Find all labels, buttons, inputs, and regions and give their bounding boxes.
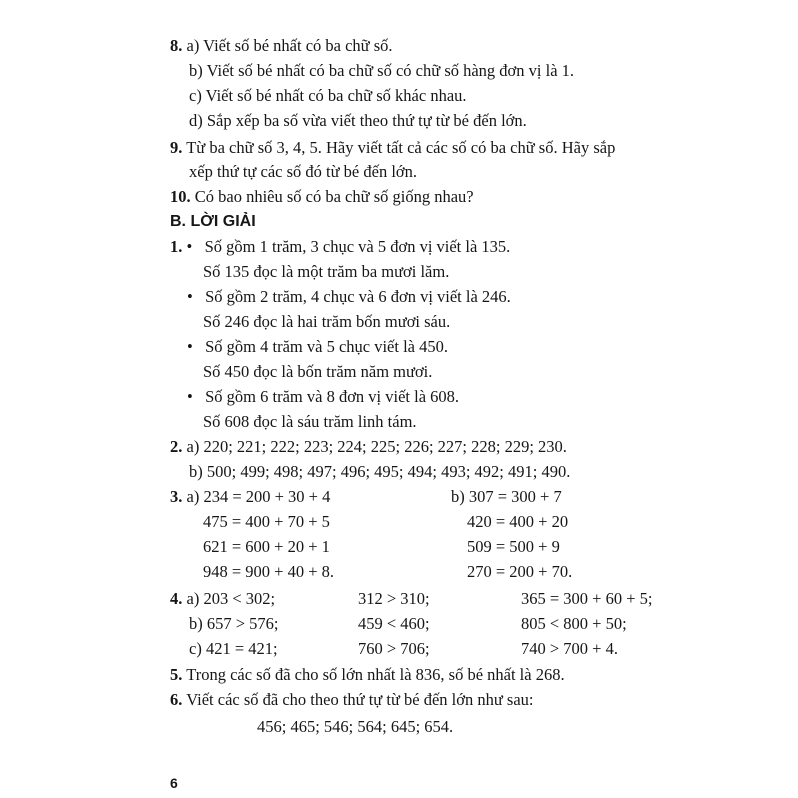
q9-line2: xếp thứ tự các số đó từ bé đến lớn. [189,162,418,181]
s6 [170,690,534,710]
q9-line1-text: Từ ba chữ số 3, 4, 5. Hãy viết tất cả các số có ba chữ số. Hãy sắp [186,138,616,157]
q10-text: Có bao nhiêu số có ba chữ số giống nhau? [194,187,474,206]
q9-number: 9. [170,138,183,157]
s4-r1-c1 [170,589,275,609]
bullet-icon: • [186,237,193,256]
s1-item-4-b: Số 608 đọc là sáu trăm linh tám. [203,412,417,431]
s3-number: 3. [170,487,183,506]
s3-right-3: 509 = 500 + 9 [467,537,560,556]
s1-item-1-a [170,237,510,257]
s2-a [170,437,567,457]
q8-c: c) Viết số bé nhất có ba chữ số khác nhau. [189,86,467,105]
s1-item-2-a-text: Số gồm 2 trăm, 4 chục và 6 đơn vị viết là 246. [205,287,511,306]
s2-b: b) 500; 499; 498; 497; 496; 495; 494; 493; 492; 491; 490. [189,462,571,481]
q8-a [170,36,393,56]
s5-number: 5. [170,665,183,684]
s4-r3-c1: c) 421 = 421; [189,639,278,658]
q8-b: b) Viết số bé nhất có ba chữ số có chữ số hàng đơn vị là 1. [189,61,575,80]
s4-r2-c1: b) 657 > 576; [189,614,279,633]
s6-number: 6. [170,690,183,709]
s3-left-1-text: a) 234 = 200 + 30 + 4 [186,487,331,506]
s5-text: Trong các số đã cho số lớn nhất là 836, số bé nhất là 268. [186,665,565,684]
s1-item-3-b: Số 450 đọc là bốn trăm năm mươi. [203,362,433,381]
s3-right-2: 420 = 400 + 20 [467,512,569,531]
q10 [170,187,474,207]
s3-left-4: 948 = 900 + 40 + 8. [203,562,335,581]
bullet-icon: • [187,287,193,306]
s3-left-3: 621 = 600 + 20 + 1 [203,537,330,556]
page-number: 6 [170,775,178,791]
q9-line1 [170,138,615,158]
s1-item-4-a-text: Số gồm 6 trăm và 8 đơn vị viết là 608. [205,387,460,406]
s1-item-2-a [187,287,511,307]
s1-item-1-a-text: Số gồm 1 trăm, 3 chục và 5 đơn vị viết là 135. [204,237,511,256]
s4-r1-c1-text: a) 203 < 302; [186,589,276,608]
s4-r3-c2: 760 > 706; [358,639,430,658]
bullet-icon: • [187,387,193,406]
q8-d: d) Sắp xếp ba số vừa viết theo thứ tự từ bé đến lớn. [189,111,527,130]
s3-left-1 [170,487,330,507]
s6-answer: 456; 465; 546; 564; 645; 654. [257,717,454,736]
s3-right-4: 270 = 200 + 70. [467,562,573,581]
s2-a-text: a) 220; 221; 222; 223; 224; 225; 226; 227; 228; 229; 230. [186,437,567,456]
s2-number: 2. [170,437,183,456]
section-b-heading: B. LỜI GIẢI [170,213,256,230]
s6-text: Viết các số đã cho theo thứ tự từ bé đến lớn như sau: [186,690,534,709]
s1-item-3-a-text: Số gồm 4 trăm và 5 chục viết là 450. [205,337,448,356]
s4-r3-c3: 740 > 700 + 4. [521,639,618,658]
s3-left-2: 475 = 400 + 70 + 5 [203,512,330,531]
s4-r1-c3: 365 = 300 + 60 + 5; [521,589,653,608]
s1-item-1-b: Số 135 đọc là một trăm ba mươi lăm. [203,262,450,281]
s4-r2-c3: 805 < 800 + 50; [521,614,627,633]
s5 [170,665,565,685]
q8-a-text: a) Viết số bé nhất có ba chữ số. [186,36,393,55]
s4-r2-c2: 459 < 460; [358,614,430,633]
s1-item-4-a [187,387,459,407]
s1-item-2-b: Số 246 đọc là hai trăm bốn mươi sáu. [203,312,451,331]
s1-number: 1. [170,237,183,256]
bullet-icon: • [187,337,193,356]
q10-number: 10. [170,187,191,206]
s4-number: 4. [170,589,183,608]
s4-r1-c2: 312 > 310; [358,589,430,608]
q8-number: 8. [170,36,183,55]
s3-right-1: b) 307 = 300 + 7 [451,487,562,506]
s1-item-3-a [187,337,448,357]
